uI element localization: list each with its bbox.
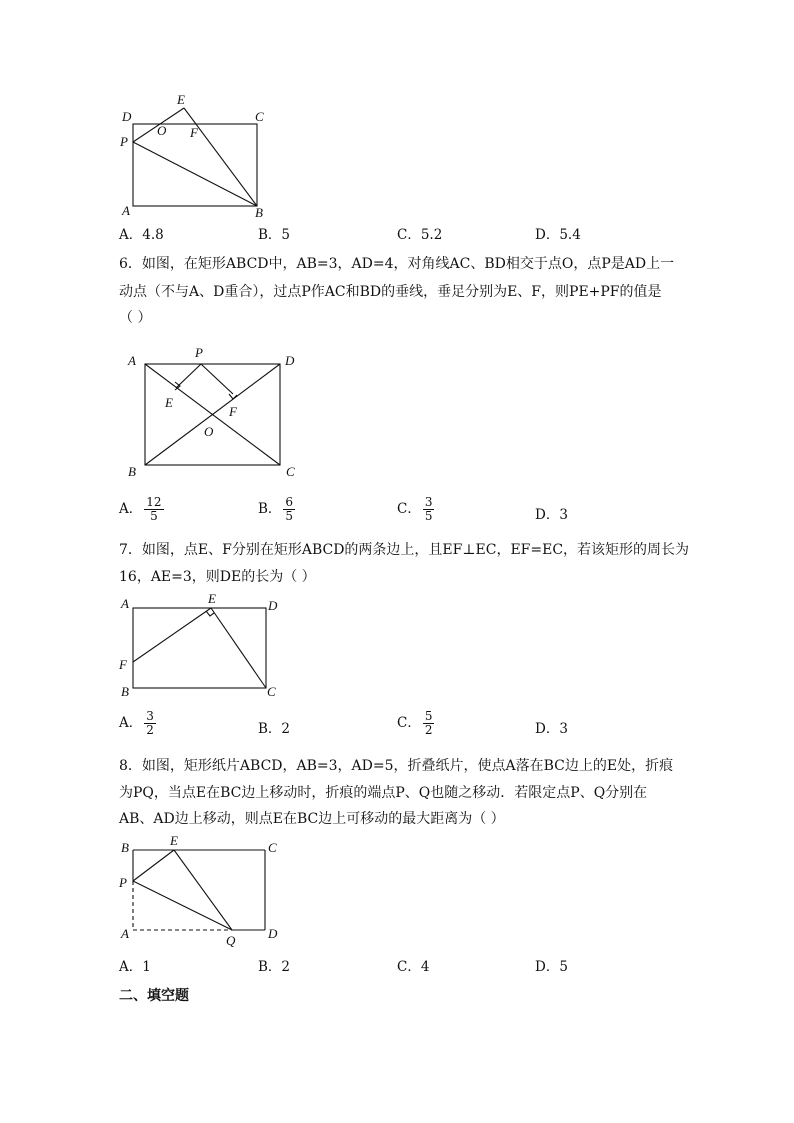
- q7-label-a: A: [121, 596, 129, 611]
- q8-label-c: C: [268, 840, 277, 855]
- q7-label-f: F: [119, 657, 127, 672]
- q6-option-b-fraction: $\frac{6}{5}$: [285, 495, 294, 523]
- q8-option-b: B．2: [258, 959, 291, 975]
- q6-stem-line3: （ ）: [119, 310, 152, 326]
- q5-option-a: A．4.8: [119, 227, 164, 243]
- q8-stem-line1: 8．如图，矩形纸片ABCD，AB=3，AD=5，折叠纸片，使点A落在BC边上的E处，折痕: [119, 758, 674, 774]
- q6-option-d: D．3: [535, 507, 568, 523]
- q5-label-f: F: [190, 125, 198, 140]
- q6-label-c: C: [286, 464, 295, 479]
- q7-label-c: C: [267, 684, 276, 699]
- q8-label-q: Q: [226, 933, 236, 948]
- q8-option-d: D．5: [535, 959, 568, 975]
- q8-option-c: C．4: [397, 959, 430, 975]
- q6-stem-line1: 6．如图，在矩形ABCD中，AB=3，AD=4，对角线AC、BD相交于点O，点P是AD上一: [119, 256, 675, 272]
- q7-label-d: D: [268, 598, 278, 613]
- q8-line-pe: [133, 850, 174, 881]
- q5-label-o: O: [157, 123, 167, 138]
- q6-label-d: D: [285, 353, 295, 368]
- q8-line-eq: [174, 850, 232, 930]
- q6-option-a-fraction: $\frac{12}{5}$: [146, 495, 162, 523]
- q6-option-c-fraction: $\frac{3}{5}$: [424, 495, 433, 523]
- q5-label-d: D: [122, 109, 132, 124]
- q7-option-a: A． $\frac{3}{2}$: [119, 709, 154, 737]
- q6-label-f: F: [229, 404, 237, 419]
- q7-option-c: C． $\frac{5}{2}$: [397, 709, 433, 737]
- section-heading-fill-in: 二、填空题: [119, 988, 189, 1004]
- q8-label-e: E: [170, 833, 178, 848]
- q5-option-c: C．5.2: [397, 227, 443, 243]
- q8-label-a: A: [121, 926, 129, 941]
- q5-label-a: A: [122, 203, 130, 218]
- q7-label-b: B: [121, 684, 129, 699]
- q6-option-a: A． $\frac{12}{5}$: [119, 495, 162, 523]
- q6-label-p: P: [195, 345, 203, 360]
- q5-label-p: P: [120, 134, 128, 149]
- q7-option-d: D．3: [535, 721, 568, 737]
- q8-line-pq: [133, 881, 232, 930]
- q8-option-a: A．1: [119, 959, 151, 975]
- q6-label-b: B: [128, 464, 136, 479]
- q6-label-a: A: [128, 353, 136, 368]
- q7-option-a-fraction: $\frac{3}{2}$: [146, 709, 154, 737]
- q7-option-c-fraction: $\frac{5}{2}$: [424, 709, 433, 737]
- q5-option-b: B．5: [258, 227, 291, 243]
- q8-label-d: D: [268, 926, 278, 941]
- q6-option-b: B． $\frac{6}{5}$: [258, 495, 294, 523]
- q8-stem-line2: 为PQ，当点E在BC边上移动时，折痕的端点P、Q也随之移动．若限定点P、Q分别在: [119, 785, 648, 801]
- q6-label-e: E: [165, 395, 173, 410]
- q6-stem-line2: 动点（不与A、D重合），过点P作AC和BD的垂线，垂足分别为E、F，则PE+PF的值是: [119, 284, 662, 300]
- q8-label-b: B: [121, 840, 129, 855]
- q7-option-b: B．2: [258, 721, 291, 737]
- q6-option-c: C． $\frac{3}{5}$: [397, 495, 433, 523]
- q7-stem-line1: 7．如图，点E、F分别在矩形ABCD的两条边上，且EF⊥EC，EF=EC，若该矩形的周长为: [119, 542, 690, 558]
- q5-label-c: C: [255, 109, 264, 124]
- q8-stem-line3: AB、AD边上移动，则点E在BC边上可移动的最大距离为（ ）: [119, 811, 505, 827]
- q5-label-e: E: [177, 92, 185, 107]
- q7-stem-line2: 16，AE=3，则DE的长为（ ）: [119, 569, 316, 585]
- q6-label-o: O: [204, 424, 214, 439]
- q5-option-d: D．5.4: [535, 227, 581, 243]
- q5-label-b: B: [255, 205, 263, 220]
- q8-label-p: P: [119, 875, 127, 890]
- q7-label-e: E: [208, 591, 216, 606]
